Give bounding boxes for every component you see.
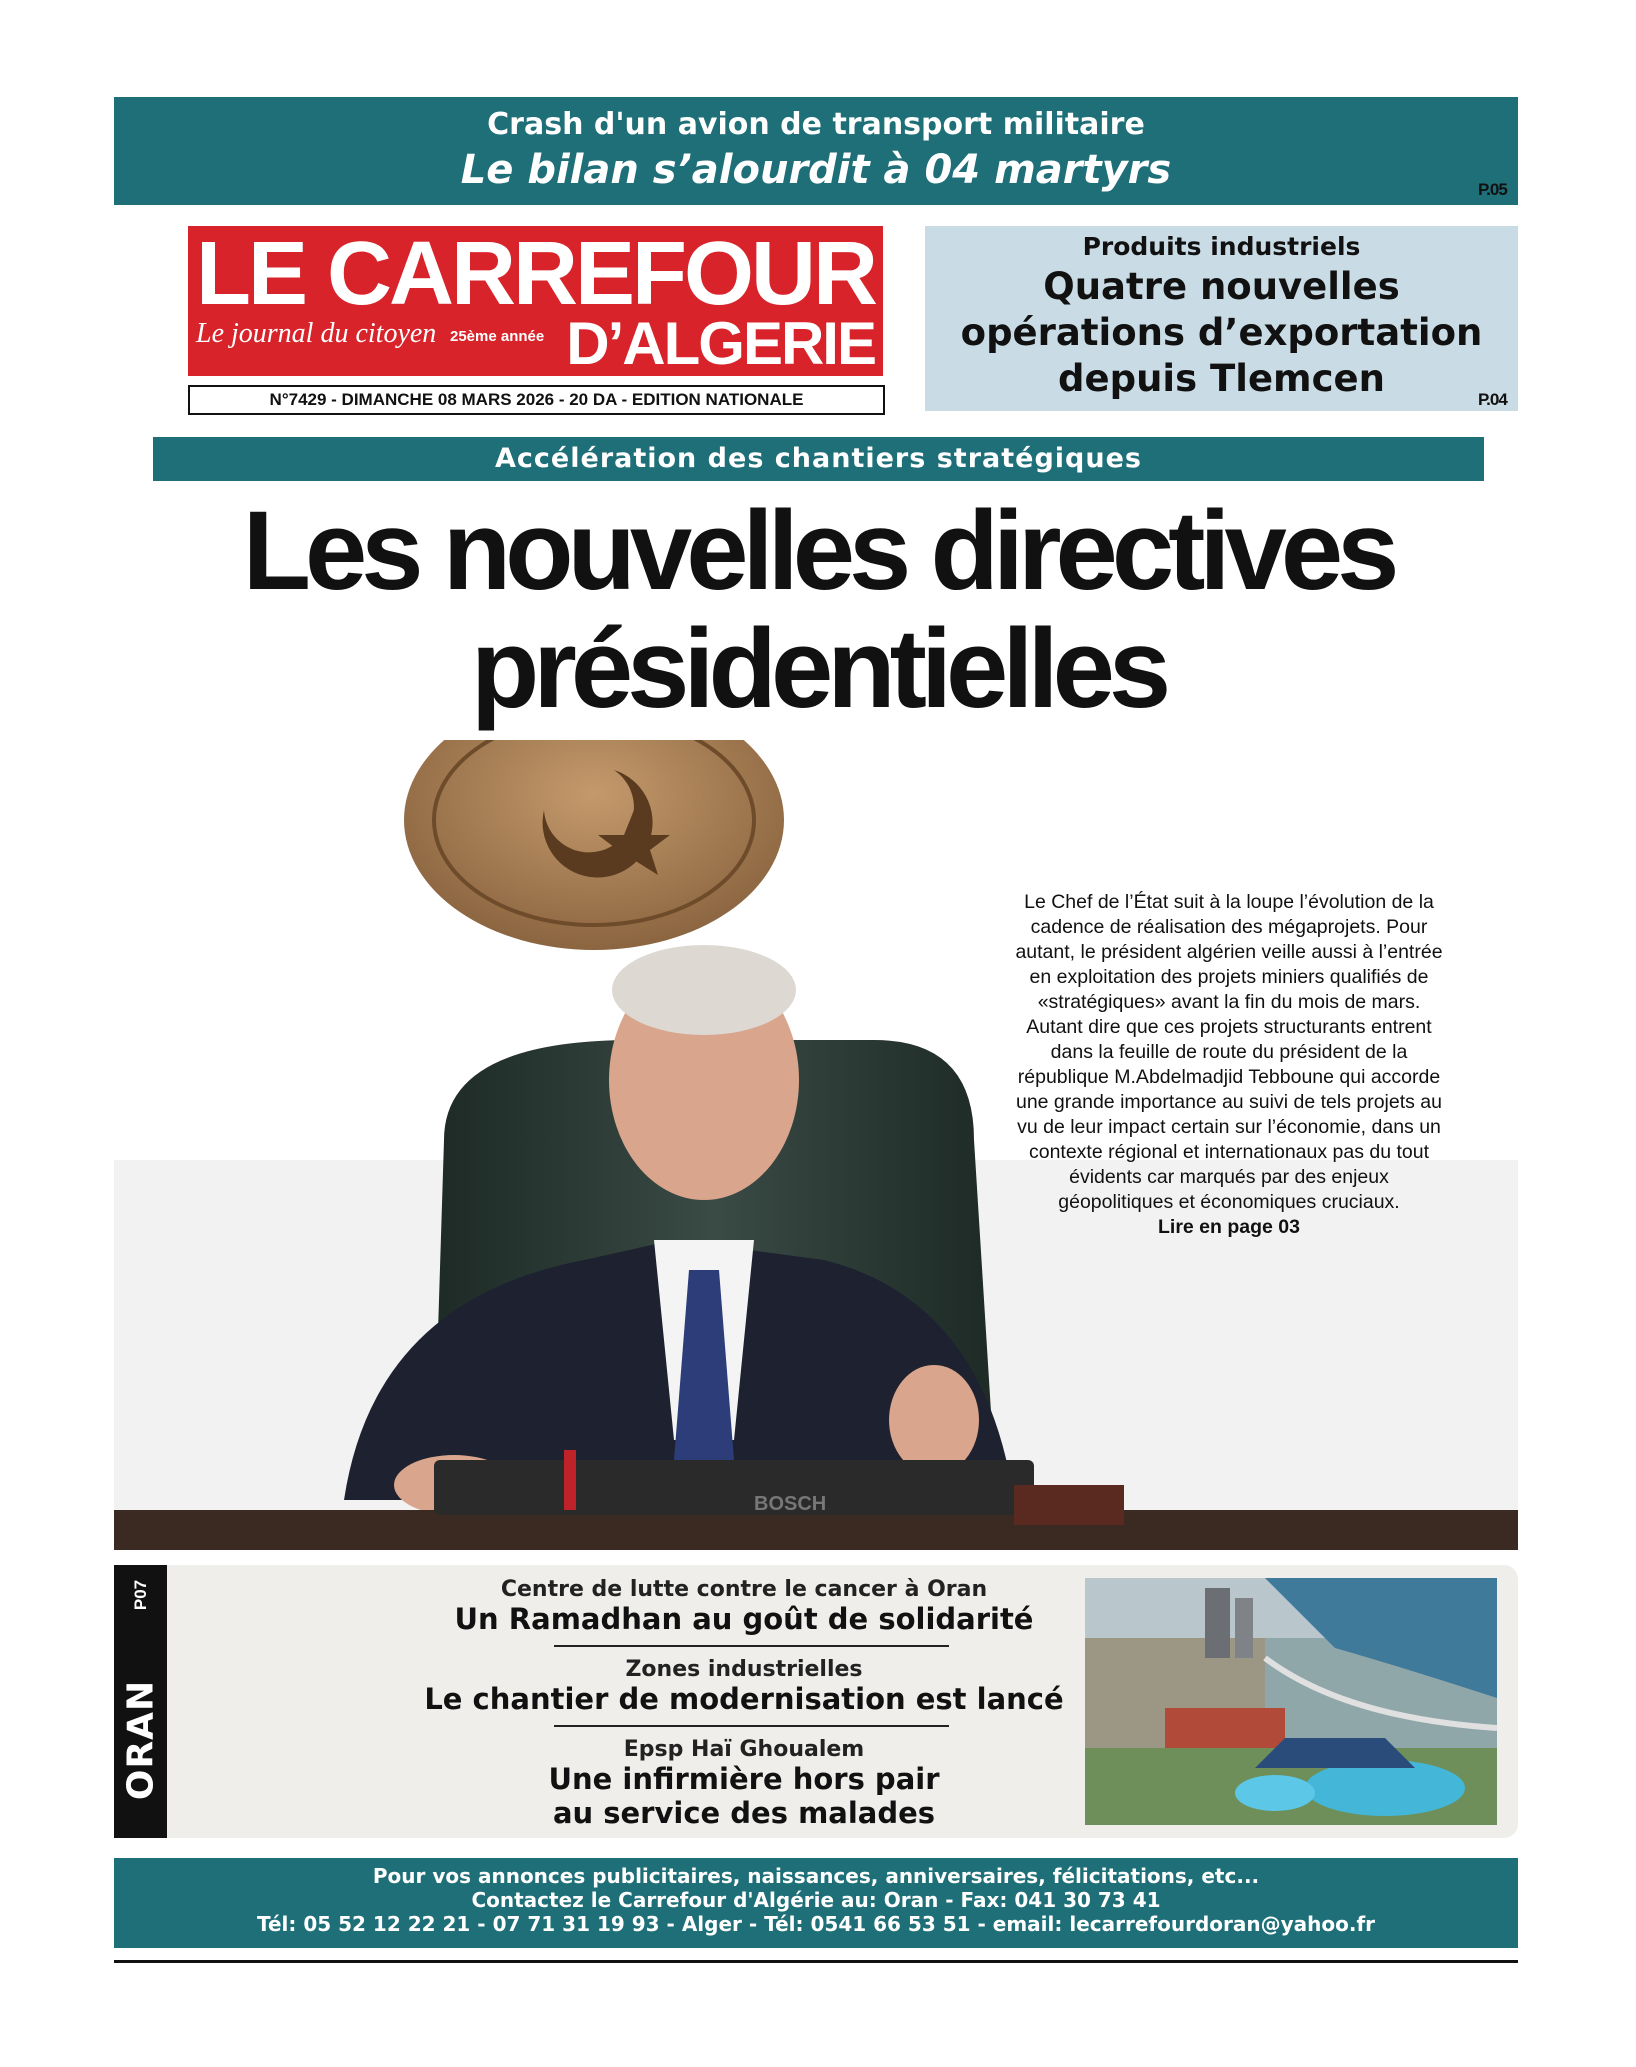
oran-story[interactable] <box>394 1577 1094 1636</box>
oran-page-ref: P07 <box>130 1579 150 1611</box>
industry-teaser[interactable] <box>925 226 1518 411</box>
oran-divider <box>554 1725 949 1727</box>
footer-line: Pour vos annonces publicitaires, naissances, anniversaires, félicitations, etc... <box>372 1864 1260 1888</box>
issue-line: N°7429 - DIMANCHE 08 MARS 2026 - 20 DA - EDITION NATIONALE <box>188 385 885 415</box>
oran-story-kicker: Centre de lutte contre le cancer à Oran <box>500 1577 988 1602</box>
read-more-link[interactable]: Lire en page 03 <box>1158 1216 1300 1238</box>
oran-story-headline: au service des malades <box>552 1796 936 1830</box>
footer-contact-line: Tél: 05 52 12 22 21 - 07 71 31 19 93 - Alger - Tél: 0541 66 53 51 - email: lecarrefourdoran@yahoo.fr <box>256 1912 1376 1936</box>
industry-title-line: opérations d’exportation <box>960 311 1483 354</box>
industry-title-line: depuis Tlemcen <box>1058 357 1385 400</box>
state-emblem <box>404 740 784 950</box>
top-banner-kicker: Crash d'un avion de transport militaire <box>487 107 1145 142</box>
industry-title <box>925 264 1518 402</box>
oran-story-headline: Le chantier de modernisation est lancé <box>424 1682 1064 1716</box>
oran-divider <box>554 1645 949 1647</box>
industry-page-ref: P.04 <box>1478 390 1507 409</box>
oran-story-kicker: Zones industrielles <box>625 1657 863 1682</box>
main-headline-line: Les nouvelles directives <box>242 488 1394 613</box>
industry-kicker: Produits industriels <box>1082 232 1361 261</box>
oran-tab[interactable] <box>114 1565 167 1838</box>
oran-story-headline: Une infirmière hors pair <box>548 1762 940 1796</box>
oran-story-headline: Un Ramadhan au goût de solidarité <box>454 1602 1034 1636</box>
masthead-slogan: Le journal du citoyen <box>196 318 437 349</box>
ads-footer[interactable] <box>114 1858 1518 1948</box>
masthead-year: 25ème année <box>450 328 545 345</box>
desk-brand-label: BOSCH <box>754 1493 827 1515</box>
oran-story[interactable] <box>394 1737 1094 1830</box>
masthead-name-line1: LE CARREFOUR <box>196 224 875 324</box>
oran-aerial-photo <box>1085 1578 1497 1825</box>
section-strap: Accélération des chantiers stratégiques <box>153 437 1484 481</box>
lead-text: Le Chef de l’État suit à la loupe l’évolution de la cadence de réalisation des mégaprojets. Pour autant, le président algérien veille aussi à l’entrée en exploitation des projets miniers qualifiés de «stratégiques» avant la fin du mois de mars. Autant dire que ces projets structurants entrent dans la feuille de route du président de la république M.Abdelmadjid Tebboune qui accorde une grande importance au suivi de tels projets au vu de leur impact certain sur l’économie, dans un contexte régional et internationaux pas du tout évidents car marqués par des enjeux géopolitiques et économiques cruciaux. <box>1015 891 1443 1213</box>
masthead-logo[interactable] <box>188 226 883 376</box>
main-headline[interactable] <box>120 488 1516 731</box>
oran-story[interactable] <box>394 1657 1094 1716</box>
oran-tab-label: ORAN <box>120 1679 161 1801</box>
top-banner-page-ref: P.05 <box>1478 180 1507 199</box>
top-banner-headline[interactable]: Le bilan s’alourdit à 04 martyrs <box>460 147 1172 193</box>
masthead-name-line2: D’ALGERIE <box>566 310 875 377</box>
bottom-rule <box>114 1960 1518 1963</box>
top-banner[interactable] <box>114 97 1518 205</box>
main-headline-line: présidentielles <box>470 606 1166 731</box>
lead-article[interactable] <box>1014 890 1444 1240</box>
industry-title-line: Quatre nouvelles <box>1043 265 1400 308</box>
oran-story-kicker: Epsp Haï Ghoualem <box>623 1737 865 1762</box>
footer-line: Contactez le Carrefour d'Algérie au: Oran - Fax: 041 30 73 41 <box>471 1888 1161 1912</box>
